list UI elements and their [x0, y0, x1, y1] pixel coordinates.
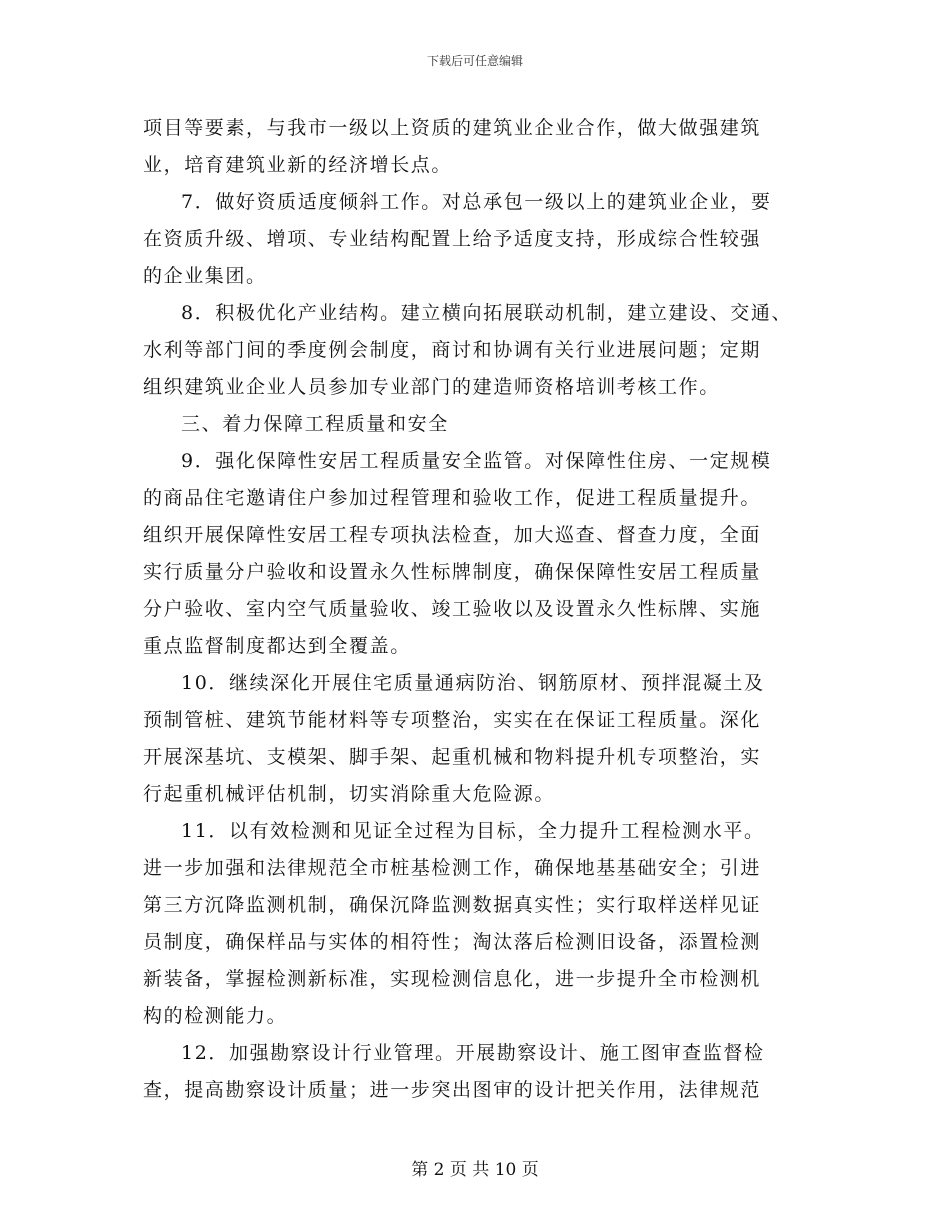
body-line: 构的检测能力。 — [143, 1005, 288, 1027]
paragraph-start-9: 9．强化保障性安居工程质量安全监管。对保障性住房、一定规模 — [181, 450, 772, 472]
body-line: 查，提高勘察设计质量；进一步突出图审的设计把关作用，法律规范 — [143, 1079, 762, 1101]
document-body — [143, 110, 813, 1109]
body-line: 在资质升级、增项、专业结构配置上给予适度支持，形成综合性较强 — [143, 228, 762, 250]
body-line: 重点监督制度都达到全覆盖。 — [143, 635, 411, 657]
body-line: 第三方沉降监测机制，确保沉降监测数据真实性；实行取样送样见证 — [143, 894, 762, 916]
body-line: 员制度，确保样品与实体的相符性；淘汰落后检测旧设备，添置检测 — [143, 931, 762, 953]
page-number: 第 2 页 共 10 页 — [411, 1160, 539, 1180]
body-line: 业，培育建筑业新的经济增长点。 — [143, 154, 453, 176]
body-line: 实行质量分户验收和设置永久性标牌制度，确保保障性安居工程质量 — [143, 561, 762, 583]
body-line: 开展深基坑、支模架、脚手架、起重机械和物料提升机专项整治，实 — [143, 746, 762, 768]
body-line: 水利等部门间的季度例会制度，商讨和协调有关行业进展问题；定期 — [143, 339, 762, 361]
body-line: 组织开展保障性安居工程专项执法检查，加大巡查、督查力度，全面 — [143, 524, 762, 546]
page-header: 下载后可任意编辑 — [426, 54, 523, 68]
body-line: 预制管桩、建筑节能材料等专项整治，实实在在保证工程质量。深化 — [143, 709, 762, 731]
paragraph-start-12: 12．加强勘察设计行业管理。开展勘察设计、施工图审查监督检 — [181, 1042, 765, 1064]
body-line: 项目等要素，与我市一级以上资质的建筑业企业合作，做大做强建筑 — [143, 117, 762, 139]
body-line: 新装备，掌握检测新标准，实现检测信息化，进一步提升全市检测机 — [143, 968, 762, 990]
body-line: 的商品住宅邀请住户参加过程管理和验收工作，促进工程质量提升。 — [143, 487, 762, 509]
paragraph-start-8: 8．积极优化产业结构。建立横向拓展联动机制，建立建设、交通、 — [181, 302, 793, 324]
paragraph-start-10: 10．继续深化开展住宅质量通病防治、钢筋原材、预拌混凝土及 — [181, 672, 765, 694]
body-line: 组织建筑业企业人员参加专业部门的建造师资格培训考核工作。 — [143, 376, 720, 398]
body-line: 行起重机械评估机制，切实消除重大危险源。 — [143, 783, 556, 805]
body-line: 进一步加强和法律规范全市桩基检测工作，确保地基基础安全；引进 — [143, 857, 762, 879]
paragraph-start-7: 7．做好资质适度倾斜工作。对总承包一级以上的建筑业企业，要 — [181, 191, 772, 213]
body-line: 分户验收、室内空气质量验收、竣工验收以及设置永久性标牌、实施 — [143, 598, 762, 620]
section-heading: 三、着力保障工程质量和安全 — [181, 413, 449, 435]
body-line: 的企业集团。 — [143, 265, 267, 287]
paragraph-start-11: 11．以有效检测和见证全过程为目标，全力提升工程检测水平。 — [181, 820, 765, 842]
